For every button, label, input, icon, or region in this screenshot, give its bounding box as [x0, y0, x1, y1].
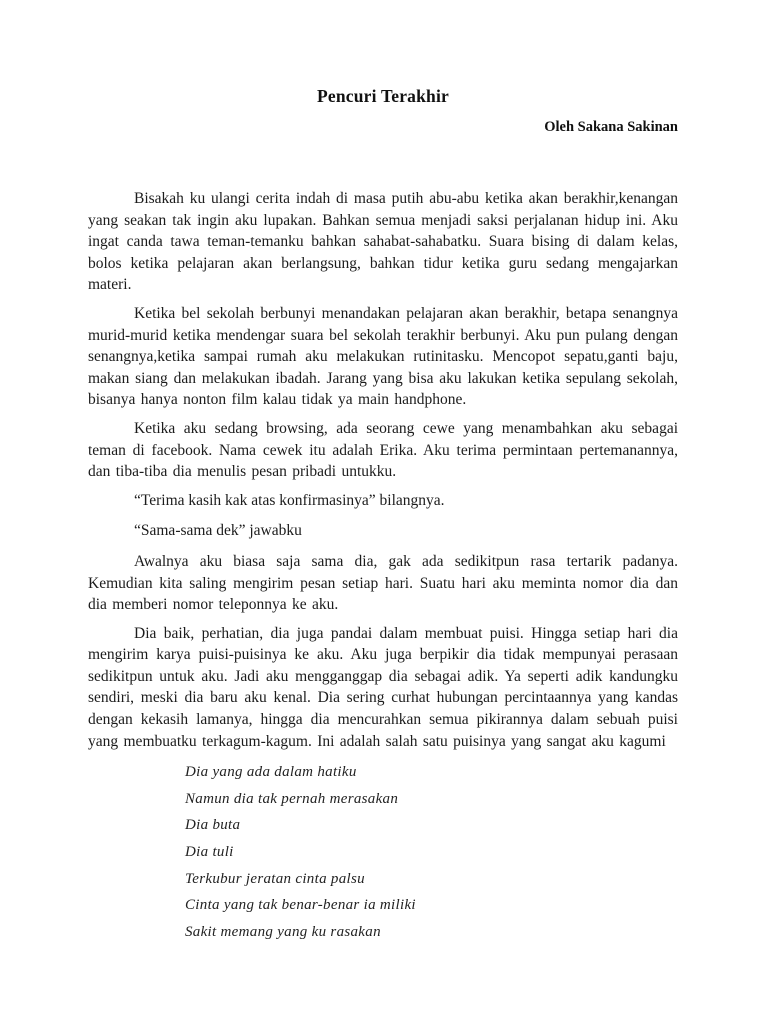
paragraph-3: Ketika aku sedang browsing, ada seorang cewe yang menambahkan aku sebagai teman di facebook. Nama cewek itu adalah Erika. Aku terima permintaan pertemanannya, dan tiba-tiba dia menulis pesan pribadi untukku. — [88, 419, 678, 481]
poem-line-2: Namun dia tak pernah merasakan — [185, 790, 399, 807]
dialogue-quote-1: “Terima kasih kak atas konfirmasinya” bilangnya. — [134, 491, 445, 509]
dialogue-quote-2: “Sama-sama dek” jawabku — [134, 522, 302, 540]
document-title: Pencuri Terakhir — [316, 86, 450, 106]
poem-line-7: Sakit memang yang ku rasakan — [185, 923, 381, 940]
poem-line-4: Dia tuli — [185, 844, 234, 861]
poem-line-3: Dia buta — [185, 817, 241, 834]
poem-line-6: Cinta yang tak benar-benar ia miliki — [185, 897, 416, 914]
document-byline: Oleh Sakana Sakinan — [544, 119, 678, 135]
poem-line-1: Dia yang ada dalam hatiku — [185, 764, 357, 781]
paragraph-1: Bisakah ku ulangi cerita indah di masa putih abu-abu ketika akan berakhir,kenangan yang seakan tak ingin aku lupakan. Bahkan semua menjadi saksi perjalanan hidup ini. Aku ingat canda tawa teman-temanku bahkan sahabat-sahabatku. Suara bising di dalam kelas, bolos ketika pelajaran akan berlangsung, bahkan tidur ketika guru sedang mengajarkan materi. — [88, 190, 678, 294]
paragraph-4: Awalnya aku biasa saja sama dia, gak ada sedikitpun rasa tertarik padanya. Kemudian kita saling mengirim pesan setiap hari. Suatu hari aku meminta nomor dia dan dia memberi nomor teleponnya ke aku. — [88, 552, 678, 614]
paragraph-5: Dia baik, perhatian, dia juga pandai dalam membuat puisi. Hingga setiap hari dia mengirim karya puisi-puisinya ke aku. Aku juga berpikir dia tidak mempunyai perasaan sedikitpun untuk aku. Jadi aku mengganggap dia sebagai adik. Ya seperti adik kandungku sendiri, meski dia baru aku kenal. Dia sering curhat hubungan percintaannya yang kandas dengan kekasih lamanya, hingga dia mencurahkan semua pikirannya dalam sebuah puisi yang membuatku terkagum-kagum. Ini adalah salah satu puisinya yang sangat aku kagumi — [88, 624, 678, 750]
poem-line-5: Terkubur jeratan cinta palsu — [185, 870, 365, 887]
poem-block — [185, 759, 678, 945]
document-body — [88, 188, 678, 945]
paragraph-2: Ketika bel sekolah berbunyi menandakan pelajaran akan berakhir, betapa senangnya murid-murid ketika mendengar suara bel sekolah terakhir berbunyi. Aku pun pulang dengan senangnya,ketika sampai rumah aku melakukan rutinitasku. Mencopot sepatu,ganti baju, makan siang dan melakukan ibadah. Jarang yang bisa aku lakukan ketika sepulang sekolah, bisanya hanya nonton film kalau tidak ya main handphone. — [88, 304, 678, 409]
